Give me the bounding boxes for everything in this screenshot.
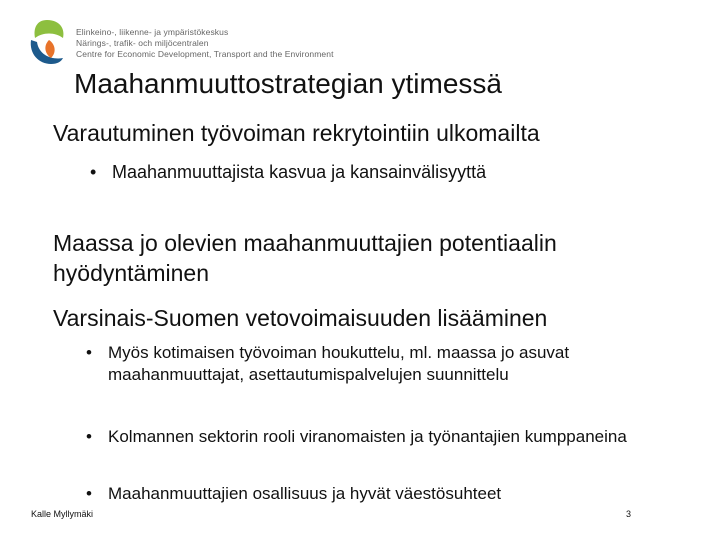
logo-green-leaf: [35, 20, 64, 38]
bullet-icon: •: [86, 343, 92, 362]
bullet-icon: •: [90, 162, 97, 182]
sub-point-third-sector-text: Kolmannen sektorin rooli viranomaisten ja työnantajien kumppaneina: [108, 427, 627, 446]
sub-point-growth: [90, 160, 486, 184]
point-utilizing-potential: [53, 228, 557, 288]
org-line-sv: Närings-, trafik- och miljöcentralen: [76, 38, 209, 48]
sub-point-third-sector: [86, 426, 676, 448]
sub-point-inclusion: [86, 483, 676, 505]
org-line-fi: Elinkeino-, liikenne- ja ympäristökeskus: [76, 27, 229, 37]
bullet-icon: •: [86, 427, 92, 446]
sub-point-growth-text: Maahanmuuttajista kasvua ja kansainvälisyyttä: [112, 162, 487, 182]
org-line-en: Centre for Economic Development, Transport and the Environment: [76, 49, 334, 59]
footer-author: Kalle Myllymäki: [31, 509, 94, 519]
sub-point-inclusion-text: Maahanmuuttajien osallisuus ja hyvät väestösuhteet: [108, 484, 502, 503]
organization-name: [76, 27, 334, 60]
ely-centre-logo-icon: [27, 18, 67, 66]
page-number: 3: [626, 509, 632, 519]
slide-title: Maahanmuuttostrategian ytimessä: [74, 68, 502, 99]
point-attractiveness: Varsinais-Suomen vetovoimaisuuden lisääminen: [53, 305, 548, 331]
point-recruitment-abroad: Varautuminen työvoiman rekrytointiin ulkomailta: [53, 120, 540, 146]
logo-orange-drop: [45, 40, 54, 58]
sub-point-domestic-labour-text: Myös kotimaisen työvoiman houkuttelu, ml. maassa jo asuvat maahanmuuttajat, asettautumispalvelujen suunnittelu: [108, 343, 570, 384]
point-utilizing-potential-line1: Maassa jo olevien maahanmuuttajien potentiaalin: [53, 230, 557, 256]
point-utilizing-potential-line2: hyödyntäminen: [53, 260, 209, 286]
bullet-icon: •: [86, 484, 92, 503]
sub-point-domestic-labour: [86, 342, 676, 386]
